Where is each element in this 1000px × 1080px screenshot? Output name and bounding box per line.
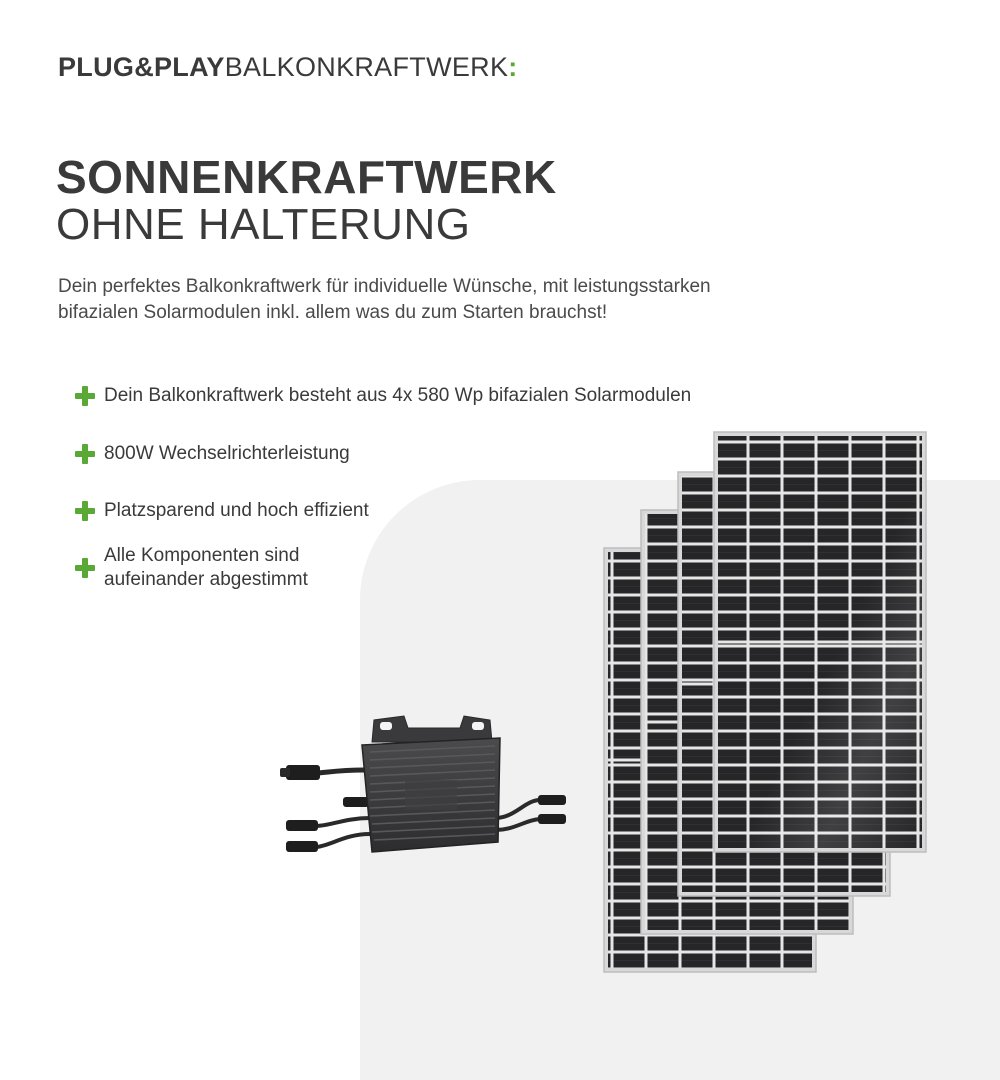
description-line: Dein perfektes Balkonkraftwerk für individuelle Wünsche, mit leistungsstarken: [58, 276, 711, 297]
brand-mark: :: [508, 52, 518, 82]
feature-text: 800W Wechselrichterleistung: [104, 443, 350, 464]
description-line: bifazialen Solarmodulen inkl. allem was du zum Starten brauchst!: [58, 302, 608, 323]
headline-primary: SONNENKRAFTWERK: [56, 151, 557, 203]
solar-panel: [714, 432, 926, 852]
solar-panel-image: [604, 432, 926, 972]
feature-text: Dein Balkonkraftwerk besteht aus 4x 580 Wp bifazialen Solarmodulen: [104, 385, 692, 406]
inverter-image: [280, 716, 566, 852]
headline-secondary: OHNE HALTERUNG: [56, 200, 471, 249]
feature-text: Platzsparend und hoch effizient: [104, 500, 369, 521]
brand-part1: PLUG&PLAY: [58, 52, 225, 82]
feature-text-line: aufeinander abgestimmt: [104, 569, 308, 590]
feature-text-line: Alle Komponenten sind: [104, 545, 300, 566]
brand-part2: BALKONKRAFTWERK: [224, 52, 509, 82]
